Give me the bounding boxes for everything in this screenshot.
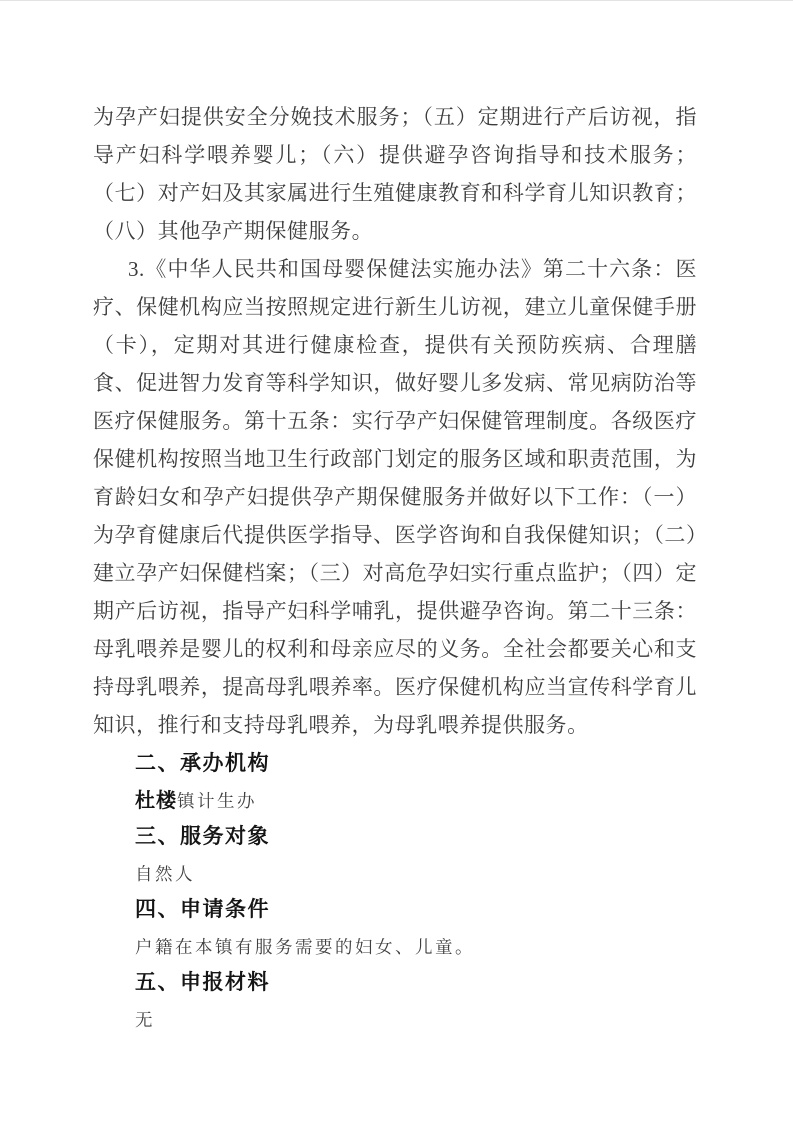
section-content-application-materials bbox=[135, 1002, 697, 1039]
section-content-text: 镇计生办 bbox=[177, 790, 257, 811]
document-content bbox=[93, 98, 697, 1038]
section-content-undertaking-agency bbox=[135, 783, 697, 820]
section-content-text: 户籍在本镇有服务需要的妇女、儿童。 bbox=[135, 936, 475, 957]
section-content-application-conditions bbox=[135, 929, 697, 966]
paragraph-service-items-continuation: 为孕产妇提供安全分娩技术服务；（五）定期进行产后访视，指导产妇科学喂养婴儿；（六）提供避孕咨询指导和技术服务；（七）对产妇及其家属进行生殖健康教育和科学育儿知识教育；（八）其他孕产期保健服务。 bbox=[93, 105, 697, 243]
section-content-text: 自然人 bbox=[135, 863, 195, 884]
paragraph-legal-basis: 3.《中华人民共和国母婴保健法实施办法》第二十六条：医疗、保健机构应当按照规定进行新生儿访视，建立儿童保健手册（卡），定期对其进行健康检查，提供有关预防疾病、合理膳食、促进智力发育等科学知识，做好婴儿多发病、常见病防治等医疗保健服务。第十五条：实行孕产妇保健管理制度。各级医疗保健机构按照当地卫生行政部门划定的服务区域和职责范围，为育龄妇女和孕产妇提供孕产期保健服务并做好以下工作：（一）为孕育健康后代提供医学指导、医学咨询和自我保健知识；（二）建立孕产妇保健档案；（三）对高危孕妇实行重点监护；（四）定期产后访视，指导产妇科学哺乳，提供避孕咨询。第二十三条：母乳喂养是婴儿的权利和母亲应尽的义务。全社会都要关心和支持母乳喂养，提高母乳喂养率。医疗保健机构应当宣传科学育儿知识，推行和支持母乳喂养，为母乳喂养提供服务。 bbox=[93, 257, 697, 737]
section-content-service-target bbox=[135, 856, 697, 893]
section-heading-application-materials: 五、申报材料 bbox=[135, 971, 270, 994]
section-heading-undertaking-agency: 二、承办机构 bbox=[135, 752, 270, 775]
section-content-bold-prefix: 杜楼 bbox=[135, 789, 177, 812]
section-heading-application-conditions: 四、申请条件 bbox=[135, 898, 270, 921]
qa-sections bbox=[93, 746, 697, 1038]
section-heading-service-target: 三、服务对象 bbox=[135, 825, 270, 848]
section-content-text: 无 bbox=[135, 1009, 155, 1030]
